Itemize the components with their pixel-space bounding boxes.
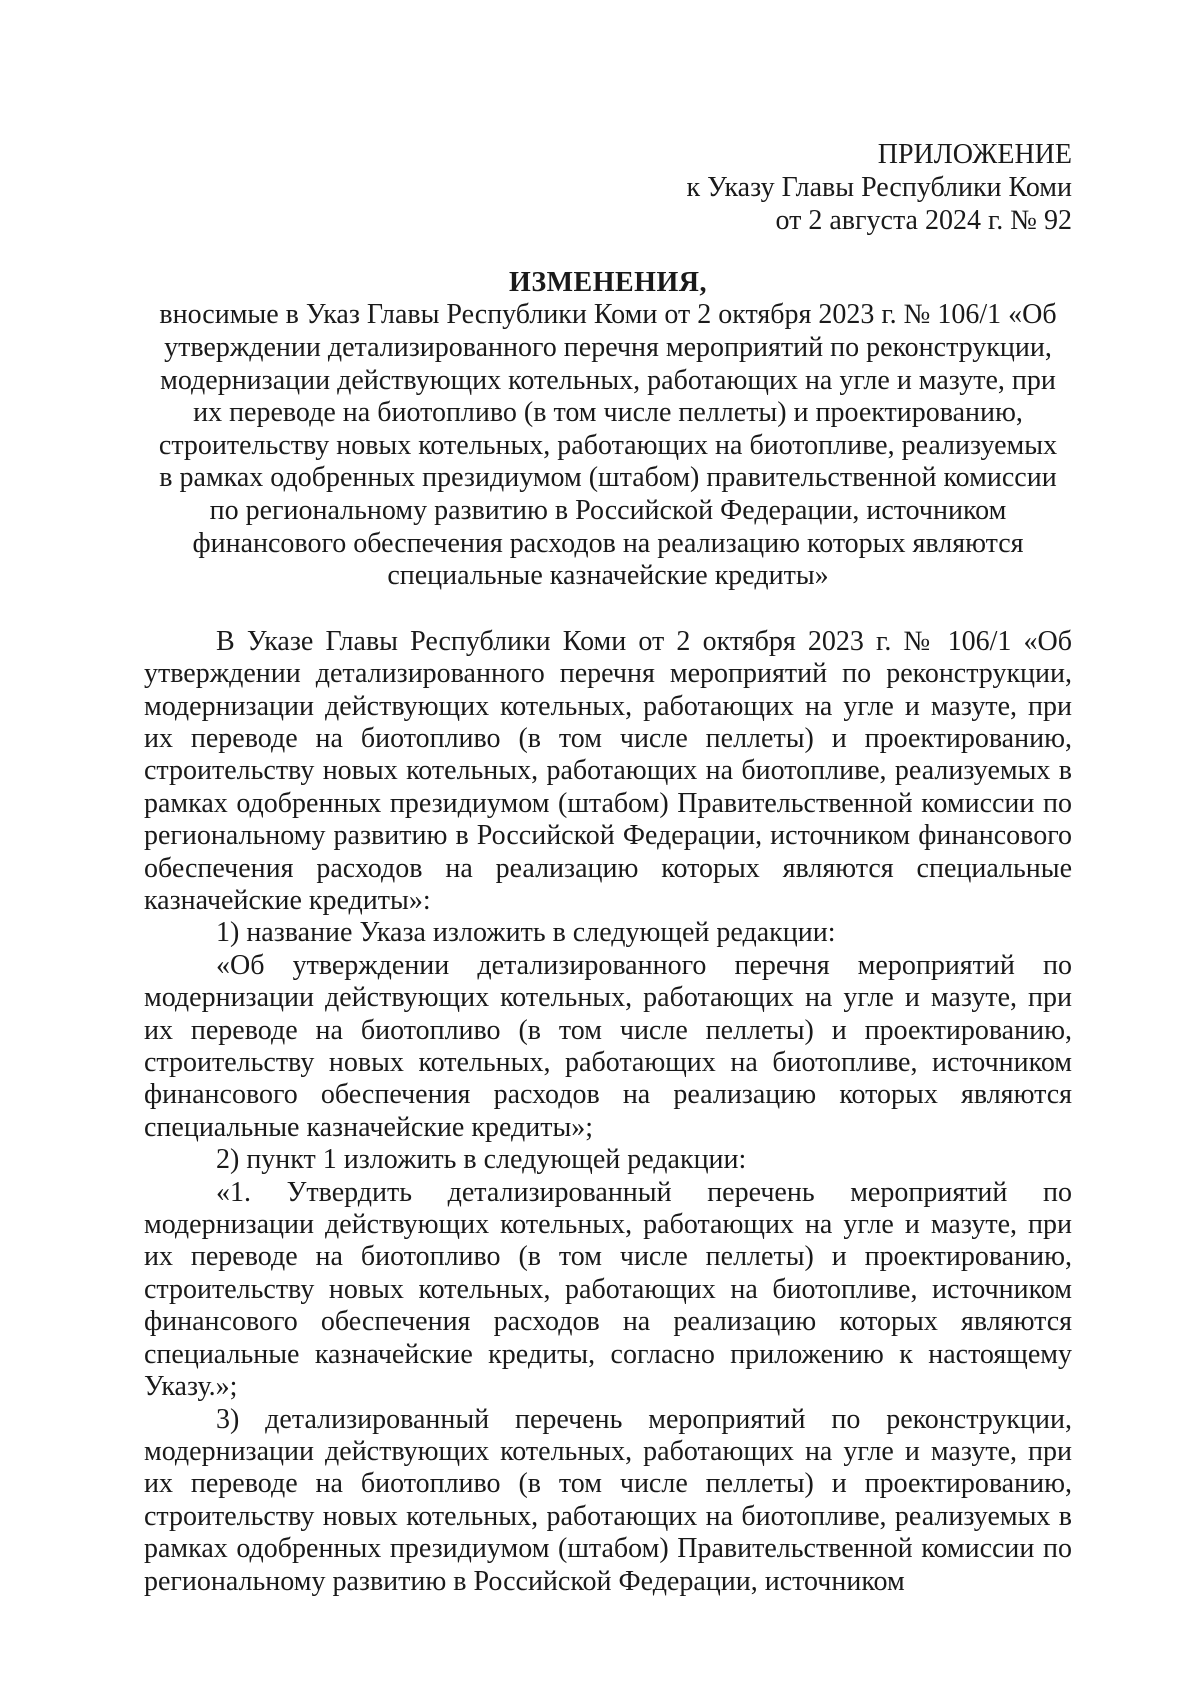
body-paragraph-item-1: 1) название Указа изложить в следующей редакции: — [216, 917, 836, 949]
document-heading: ИЗМЕНЕНИЯ, — [509, 267, 707, 298]
document-subtitle: вносимые в Указ Главы Республики Коми от 2 октября 2023 г. № 106/1 «Об утверждении детализированного перечня мероприятий по реконструкции, модернизации действующих котельных, работающих на угле и мазуте, при их переводе на биотопливо (в том числе пеллеты) и проектированию, строительству новых котельных, работающих на биотопливе, реализуемых в рамках одобренных президиумом (штабом) правительственной комиссии по региональному развитию в Российской Федерации, источником финансового обеспечения расходов на реализацию которых являются специальные казначейские кредиты» — [158, 299, 1058, 592]
body-paragraph-item-3: 3) детализированный перечень мероприятий по реконструкции, модернизации действующих котельных, работающих на угле и мазуте, при их переводе на биотопливо (в том числе пеллеты) и проектированию, строительству новых котельных, работающих на биотопливе, реализуемых в рамках одобренных президиумом (штабом) Правительственной комиссии по региональному развитию в Российской Федерации, источником — [144, 1403, 1072, 1597]
body-paragraph-item-2-text: «1. Утвердить детализированный перечень мероприятий по модернизации действующих котельных, работающих на угле и мазуте, при их переводе на биотопливо (в том числе пеллеты) и проектированию, строительству новых котельных, работающих на биотопливе, источником финансового обеспечения расходов на реализацию которых являются специальные казначейские кредиты, согласно приложению к настоящему Указу.»; — [144, 1176, 1072, 1403]
body-paragraph-item-2: 2) пункт 1 изложить в следующей редакции: — [216, 1144, 747, 1176]
appendix-decree-ref: к Указу Главы Республики Коми — [686, 172, 1072, 203]
appendix-block — [144, 138, 1072, 237]
appendix-date-number: от 2 августа 2024 г. № 92 — [775, 205, 1072, 236]
document-body — [144, 626, 1072, 1598]
document-page — [144, 138, 1072, 1598]
appendix-title: ПРИЛОЖЕНИЕ — [877, 139, 1072, 170]
body-paragraph-item-1-text: «Об утверждении детализированного перечня мероприятий по модернизации действующих котельных, работающих на угле и мазуте, при их переводе на биотопливо (в том числе пеллеты) и проектированию, строительству новых котельных, работающих на биотопливе, источником финансового обеспечения расходов на реализацию которых являются специальные казначейские кредиты»; — [144, 949, 1072, 1143]
body-paragraph-intro: В Указе Главы Республики Коми от 2 октября 2023 г. № 106/1 «Об утверждении детализированного перечня мероприятий по реконструкции, модернизации действующих котельных, работающих на угле и мазуте, при их переводе на биотопливо (в том числе пеллеты) и проектированию, строительству новых котельных, работающих на биотопливе, реализуемых в рамках одобренных президиумом (штабом) Правительственной комиссии по региональному развитию в Российской Федерации, источником финансового обеспечения расходов на реализацию которых являются специальные казначейские кредиты»: — [144, 625, 1072, 916]
